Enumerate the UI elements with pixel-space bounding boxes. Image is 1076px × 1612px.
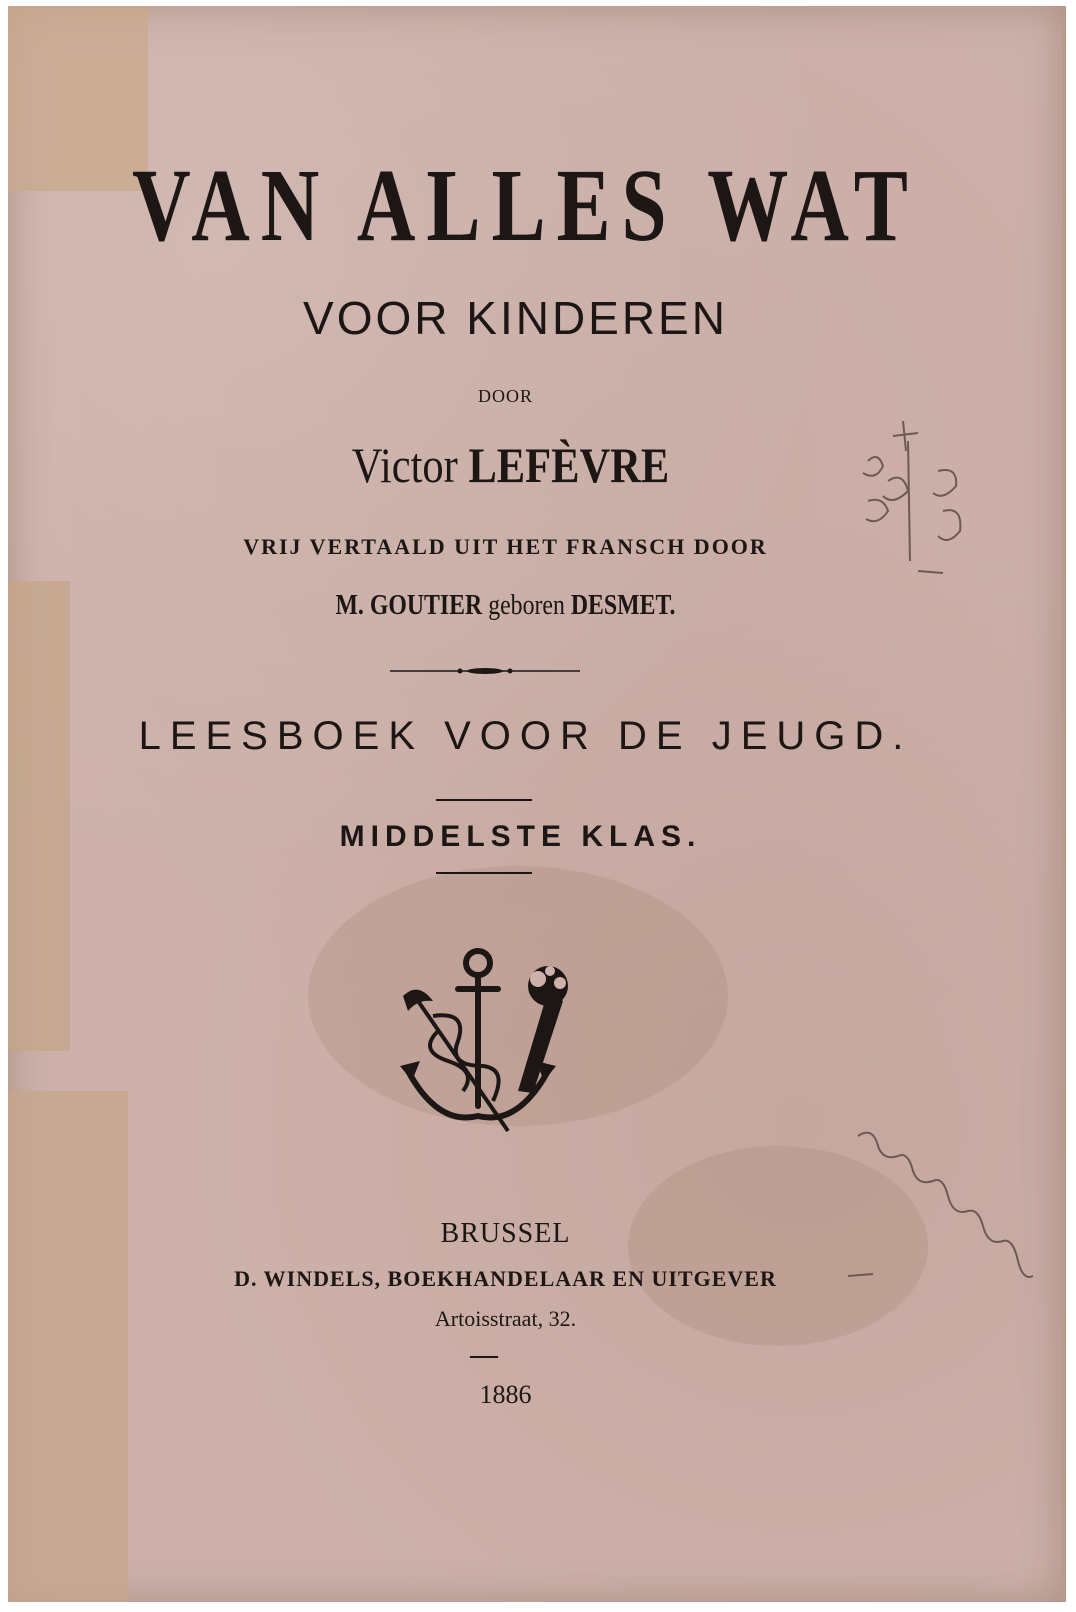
book-title: VAN ALLES WAT: [132, 148, 919, 263]
anchor-emblem-icon: [378, 941, 598, 1141]
author-first-name: Victor: [351, 437, 458, 493]
ornament-rule-icon: [390, 664, 580, 678]
by-label: DOOR: [477, 386, 533, 406]
class-level: MIDDELSTE KLAS.: [339, 820, 702, 853]
divider: [436, 872, 532, 874]
translator-first: M. GOUTIER: [335, 590, 483, 621]
tape-stain: [8, 1091, 128, 1602]
translator-last: DESMET.: [570, 590, 676, 621]
pencil-notation-icon: [848, 411, 998, 601]
divider: [436, 799, 532, 801]
translator-middle: geboren: [488, 590, 565, 621]
translator-name: [57, 590, 954, 622]
pencil-signature-icon: [848, 1126, 1038, 1306]
publication-city: BRUSSEL: [440, 1218, 571, 1249]
translated-line: VRIJ VERTAALD UIT HET FRANSCH DOOR: [243, 534, 768, 559]
reader-title: LEESBOEK VOOR DE JEUGD.: [138, 714, 913, 758]
divider: [470, 1356, 498, 1358]
author-name: [62, 436, 959, 494]
publication-year: 1886: [479, 1380, 532, 1409]
publisher-name: D. WINDELS, BOEKHANDELAAR EN UITGEVER: [234, 1266, 777, 1291]
publisher-address: Artoisstraat, 32.: [434, 1306, 577, 1331]
book-subtitle: VOOR KINDEREN: [303, 292, 728, 344]
book-cover: [8, 6, 1066, 1602]
tape-stain: [8, 581, 70, 1051]
author-last-name: LEFÈVRE: [468, 437, 670, 493]
